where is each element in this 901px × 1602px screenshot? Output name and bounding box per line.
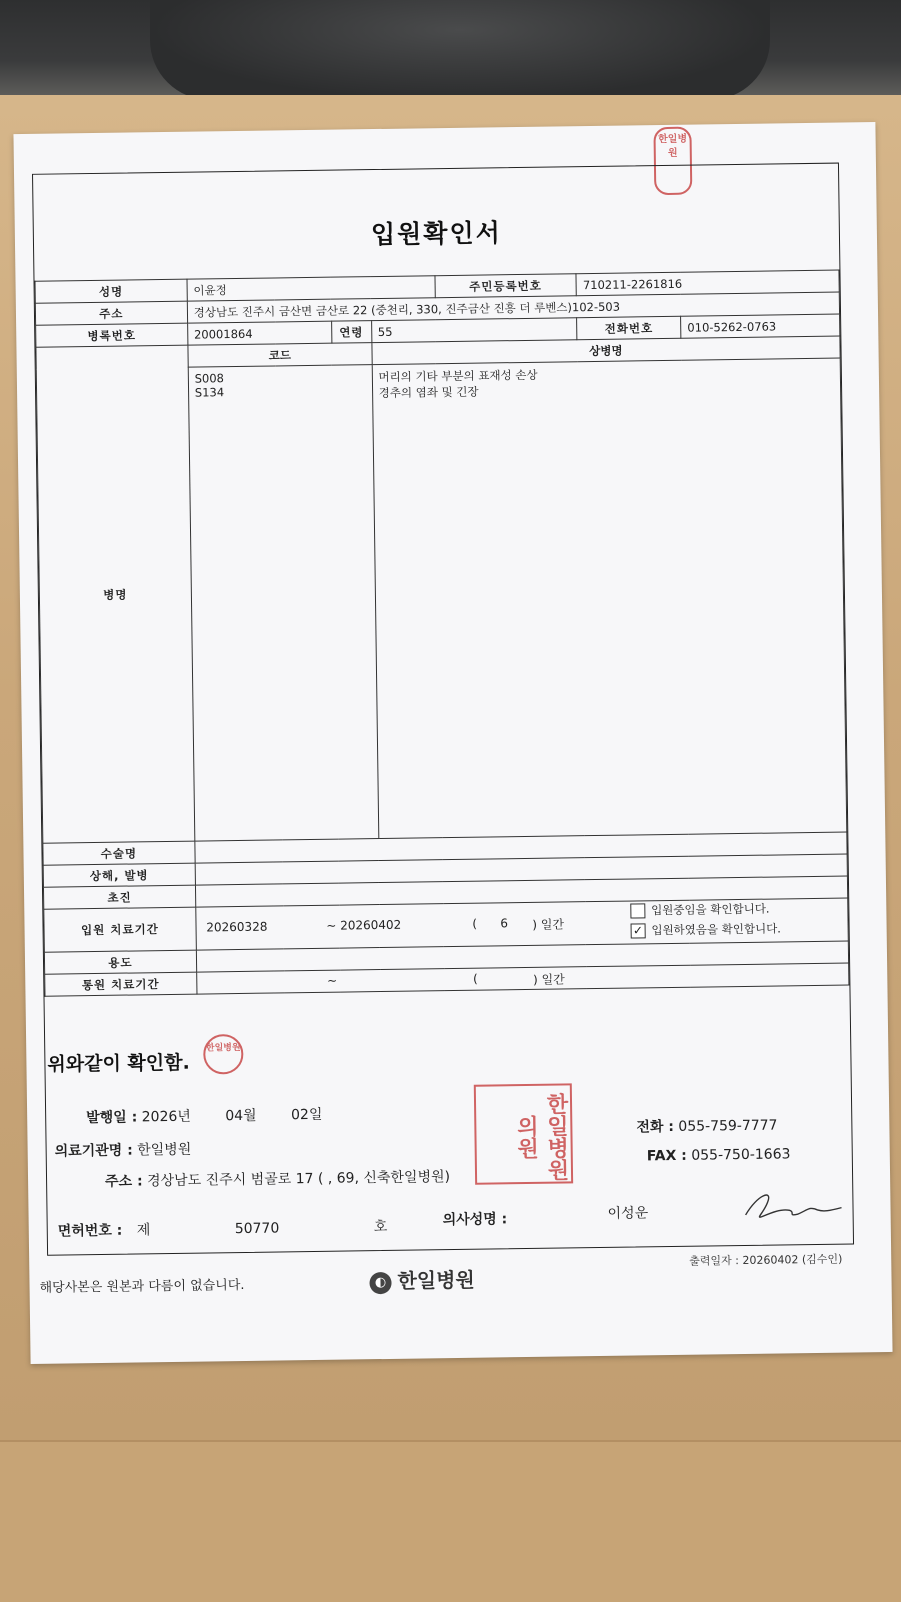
hospital-logo: ◐ 한일병원 — [369, 1264, 475, 1294]
diagnosis-name: 경추의 염좌 및 긴장 — [378, 384, 479, 401]
check-row-1[interactable] — [630, 900, 781, 922]
inpatient-checks — [630, 900, 781, 942]
check-row-2[interactable] — [630, 920, 781, 942]
label-chart-no: 병록번호 — [36, 323, 188, 347]
license-suffix: 호 — [373, 1218, 388, 1236]
label-injury: 상해, 발병 — [43, 863, 195, 887]
inpatient-days-suffix: ) 일간 — [532, 917, 565, 932]
issue-month: 04월 — [225, 1107, 257, 1125]
institution-address-label: 주소 : — [104, 1173, 143, 1190]
header-code: 코드 — [188, 343, 372, 368]
value-phone: 010-5262-0763 — [681, 314, 840, 338]
check-label-1: 입원중임을 확인합니다. — [651, 901, 770, 918]
doctor-signature — [737, 1184, 848, 1226]
label-inpatient-period: 입원 치료기간 — [44, 907, 196, 952]
institution-label: 의료기관명 : — [54, 1142, 133, 1160]
envelope-flap — [0, 1440, 901, 1602]
value-address: 경상남도 진주시 금산면 금산로 22 (중천리, 330, 진주금산 진흥 더 루벤스)102-503 — [187, 292, 839, 323]
institution-address: 경상남도 진주시 범골로 17 ( , 69, 신축한일병원) — [146, 1169, 451, 1190]
inpatient-end: ~ 20260402 — [326, 917, 402, 933]
diagnosis-name: 머리의 기타 부분의 표재성 손상 — [378, 367, 538, 385]
car-seat-background — [0, 0, 901, 110]
phone-label: 전화 : — [636, 1118, 675, 1136]
license-number: 50770 — [234, 1220, 280, 1238]
hospital-logo-icon: ◐ — [369, 1271, 391, 1293]
value-chart-no: 20001864 — [187, 321, 331, 345]
issue-year: 2026년 — [141, 1108, 191, 1126]
diagnosis-code: S134 — [194, 385, 225, 400]
check-label-2: 입원하였음을 확인합니다. — [651, 921, 782, 938]
diagnosis-names — [372, 358, 847, 838]
diagnosis-code: S008 — [194, 371, 225, 386]
label-address: 주소 — [35, 301, 187, 325]
checkbox-currently-admitted[interactable] — [630, 903, 645, 918]
seal-confirm: 한일병원 — [203, 1034, 244, 1075]
label-age: 연령 — [331, 321, 371, 344]
doctor-name: 이성운 — [607, 1205, 649, 1222]
issue-date-line — [86, 1104, 323, 1127]
license-prefix: 제 — [136, 1222, 151, 1239]
phone-line — [636, 1115, 777, 1137]
label-first-visit: 초진 — [43, 885, 195, 909]
checkbox-was-admitted[interactable]: ✓ — [630, 923, 645, 938]
confirm-statement: 위와같이 확인함. — [47, 1051, 190, 1076]
issue-label: 발행일 : — [86, 1109, 138, 1127]
label-outpatient-period: 통원 치료기간 — [45, 972, 197, 996]
institution-address-line — [105, 1166, 450, 1191]
label-surgery: 수술명 — [43, 841, 195, 865]
inpatient-open-paren: ( — [472, 916, 478, 931]
institution-name: 한일병원 — [137, 1141, 192, 1159]
value-name: 이윤정 — [187, 276, 435, 301]
fax-label: FAX : — [646, 1147, 687, 1165]
outpatient-tilde: ~ — [326, 973, 338, 988]
patient-info-table — [35, 270, 850, 997]
seal-top-right: 한일병원 — [653, 127, 692, 196]
license-line — [58, 1216, 388, 1241]
outpatient-days-suffix: ) 일간 — [532, 972, 565, 987]
inpatient-days: 6 — [500, 916, 509, 931]
label-name: 성명 — [35, 279, 187, 303]
value-rrn: 710211-2261816 — [576, 270, 839, 296]
doctor-label: 의사성명 : — [442, 1211, 508, 1229]
form-frame — [32, 163, 854, 1256]
doctor-line — [443, 1208, 508, 1229]
fax-line — [647, 1146, 791, 1164]
institution-fax: 055-750-1663 — [691, 1146, 791, 1164]
print-date: 출력일자 : 20260402 (김수인) — [689, 1252, 843, 1268]
label-diagnosis: 병명 — [36, 345, 195, 843]
document-title: 입원확인서 — [370, 218, 502, 250]
admission-certificate-paper — [13, 122, 892, 1364]
label-purpose: 용도 — [44, 950, 196, 974]
label-phone: 전화번호 — [577, 316, 681, 339]
license-label: 면허번호 : — [57, 1222, 123, 1240]
seal-official: 한일병원의원 — [474, 1083, 573, 1184]
inpatient-start: 20260328 — [206, 919, 268, 935]
institution-line — [55, 1139, 192, 1161]
issue-day: 02일 — [290, 1106, 323, 1124]
institution-phone: 055-759-7777 — [678, 1117, 778, 1135]
copy-note: 해당사본은 원본과 다름이 없습니다. — [39, 1277, 245, 1296]
label-rrn: 주민등록번호 — [434, 274, 576, 298]
value-age: 55 — [371, 318, 577, 343]
outpatient-open-paren: ( — [472, 971, 478, 986]
diagnosis-codes — [188, 365, 378, 842]
header-disease: 상병명 — [372, 336, 841, 365]
